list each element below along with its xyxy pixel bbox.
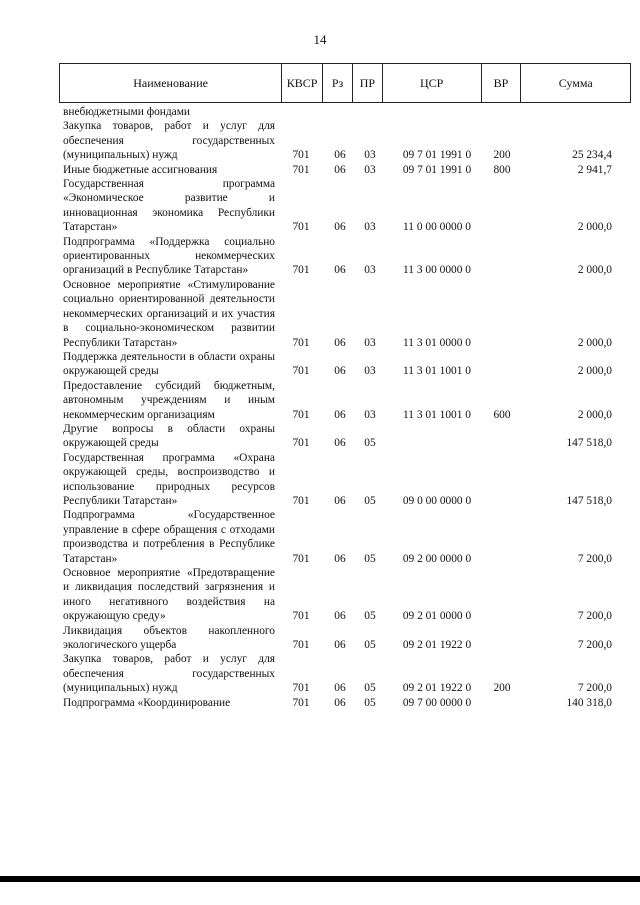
row-rz: 06: [334, 437, 346, 450]
row-name: Ликвидация объектов накопленного экологического ущерба: [63, 624, 275, 652]
row-sum: 25 234,4: [572, 149, 612, 162]
row-sum: 2 000,0: [577, 221, 612, 234]
column-header-rz: Рз: [322, 64, 352, 102]
table-header: [59, 63, 631, 103]
row-csr: 09 2 00 0000 0: [402, 552, 472, 565]
table-row: [0, 278, 640, 350]
row-kvsr: 701: [292, 610, 310, 623]
column-header-csr: ЦСР: [382, 64, 481, 102]
table-row: [0, 451, 640, 509]
row-name: Подпрограмма «Поддержка социально ориентированных некоммерческих организаций в Республике Татарстан»: [63, 235, 275, 277]
row-vr: 600: [493, 408, 511, 421]
row-pr: 03: [364, 365, 376, 378]
row-rz: 06: [334, 336, 346, 349]
row-sum: 147 518,0: [566, 494, 612, 507]
row-pr: 03: [364, 149, 376, 162]
row-kvsr: 701: [292, 221, 310, 234]
row-sum: 7 200,0: [577, 639, 612, 652]
row-pr: 05: [364, 696, 376, 709]
table-body: [0, 105, 640, 710]
row-csr: 11 3 01 1001 0: [403, 365, 471, 378]
row-rz: 06: [334, 494, 346, 507]
row-vr: 200: [493, 682, 511, 695]
row-sum: 2 000,0: [577, 408, 612, 421]
row-sum: 2 000,0: [577, 336, 612, 349]
row-csr: 09 7 01 1991 0: [402, 149, 472, 162]
row-pr: 05: [364, 639, 376, 652]
row-kvsr: 701: [292, 336, 310, 349]
row-csr: 09 2 01 1922 0: [402, 682, 472, 695]
column-header-vr: ВР: [481, 64, 521, 102]
table-row: [0, 652, 640, 695]
row-csr: 09 7 00 0000 0: [402, 696, 472, 709]
column-header-name: Наименование: [133, 75, 208, 90]
row-rz: 06: [334, 264, 346, 277]
row-csr: 09 0 00 0000 0: [402, 494, 472, 507]
row-rz: 06: [334, 552, 346, 565]
row-name: Основное мероприятие «Предотвращение и ликвидация последствий загрязнения и иного негативного воздействия на окружающую среду»: [63, 567, 275, 623]
row-name: Закупка товаров, работ и услуг для обеспечения государственных (муниципальных) нужд: [63, 120, 275, 162]
table-row: [0, 379, 640, 422]
table-row: [0, 350, 640, 379]
row-pr: 05: [364, 494, 376, 507]
row-pr: 05: [364, 552, 376, 565]
table-row: [0, 163, 640, 177]
row-sum: 7 200,0: [577, 610, 612, 623]
row-kvsr: 701: [292, 682, 310, 695]
row-sum: 140 318,0: [566, 696, 612, 709]
row-pr: 03: [364, 336, 376, 349]
row-kvsr: 701: [292, 437, 310, 450]
table-row: [0, 422, 640, 451]
row-name: Государственная программа «Охрана окружающей среды, воспроизводство и использование природных ресурсов Республики Татарстан»: [63, 451, 275, 507]
table-row: [0, 105, 640, 119]
table-row: [0, 235, 640, 278]
row-csr: 09 7 01 1991 0: [402, 163, 472, 176]
row-rz: 06: [334, 682, 346, 695]
column-header-kvsr: КВСР: [281, 64, 322, 102]
row-rz: 06: [334, 408, 346, 421]
row-sum: 2 000,0: [577, 365, 612, 378]
table-row: [0, 696, 640, 710]
row-pr: 03: [364, 264, 376, 277]
row-sum: 2 000,0: [577, 264, 612, 277]
page-bottom-border: [0, 876, 640, 882]
row-rz: 06: [334, 365, 346, 378]
row-kvsr: 701: [292, 494, 310, 507]
row-csr: 09 2 01 0000 0: [402, 610, 472, 623]
row-sum: 7 200,0: [577, 552, 612, 565]
row-name: Другие вопросы в области охраны окружающей среды: [63, 422, 275, 450]
row-rz: 06: [334, 163, 346, 176]
row-vr: 800: [493, 163, 511, 176]
row-csr: 11 3 00 0000 0: [403, 264, 471, 277]
row-kvsr: 701: [292, 552, 310, 565]
row-vr: 200: [493, 149, 511, 162]
row-kvsr: 701: [292, 264, 310, 277]
row-rz: 06: [334, 610, 346, 623]
row-name: Подпрограмма «Государственное управление в сфере обращения с отходами производства и потребления в Республике Татарстан»: [63, 509, 275, 565]
table-row: [0, 177, 640, 235]
row-rz: 06: [334, 639, 346, 652]
column-header-pr: ПР: [352, 64, 382, 102]
row-csr: 11 0 00 0000 0: [403, 221, 471, 234]
row-kvsr: 701: [292, 149, 310, 162]
row-pr: 05: [364, 610, 376, 623]
row-csr: 11 3 01 1001 0: [403, 408, 471, 421]
row-name: внебюджетными фондами: [63, 106, 191, 118]
row-name: Закупка товаров, работ и услуг для обеспечения государственных (муниципальных) нужд: [63, 653, 275, 695]
row-pr: 03: [364, 408, 376, 421]
row-pr: 03: [364, 221, 376, 234]
row-rz: 06: [334, 149, 346, 162]
row-kvsr: 701: [292, 408, 310, 421]
row-kvsr: 701: [292, 163, 310, 176]
column-header-sum: Сумма: [520, 64, 630, 102]
row-name: Иные бюджетные ассигнования: [63, 163, 218, 176]
row-rz: 06: [334, 221, 346, 234]
row-name: Предоставление субсидий бюджетным, автономным учреждениям и иным некоммерческим организациям: [63, 379, 275, 421]
row-kvsr: 701: [292, 365, 310, 378]
table-row: [0, 566, 640, 624]
row-sum: 7 200,0: [577, 682, 612, 695]
page-number: 14: [313, 32, 327, 47]
row-pr: 05: [364, 682, 376, 695]
row-pr: 03: [364, 163, 376, 176]
row-pr: 05: [364, 437, 376, 450]
row-name: Поддержка деятельности в области охраны окружающей среды: [63, 350, 275, 378]
table-row: [0, 119, 640, 162]
row-name: Подпрограмма «Координирование: [63, 696, 231, 709]
row-sum: 2 941,7: [577, 163, 612, 176]
row-kvsr: 701: [292, 639, 310, 652]
row-csr: 09 2 01 1922 0: [402, 639, 472, 652]
row-csr: 11 3 01 0000 0: [403, 336, 471, 349]
row-rz: 06: [334, 696, 346, 709]
table-row: [0, 508, 640, 566]
row-sum: 147 518,0: [566, 437, 612, 450]
row-name: Основное мероприятие «Стимулирование социально ориентированной деятельности некоммерческих организаций и их участия в социально-экономическом развитии Республики Татарстан»: [63, 278, 275, 349]
table-row: [0, 624, 640, 653]
row-name: Государственная программа «Экономическое развитие и инновационная экономика Республики Татарстан»: [63, 178, 275, 234]
row-kvsr: 701: [292, 696, 310, 709]
